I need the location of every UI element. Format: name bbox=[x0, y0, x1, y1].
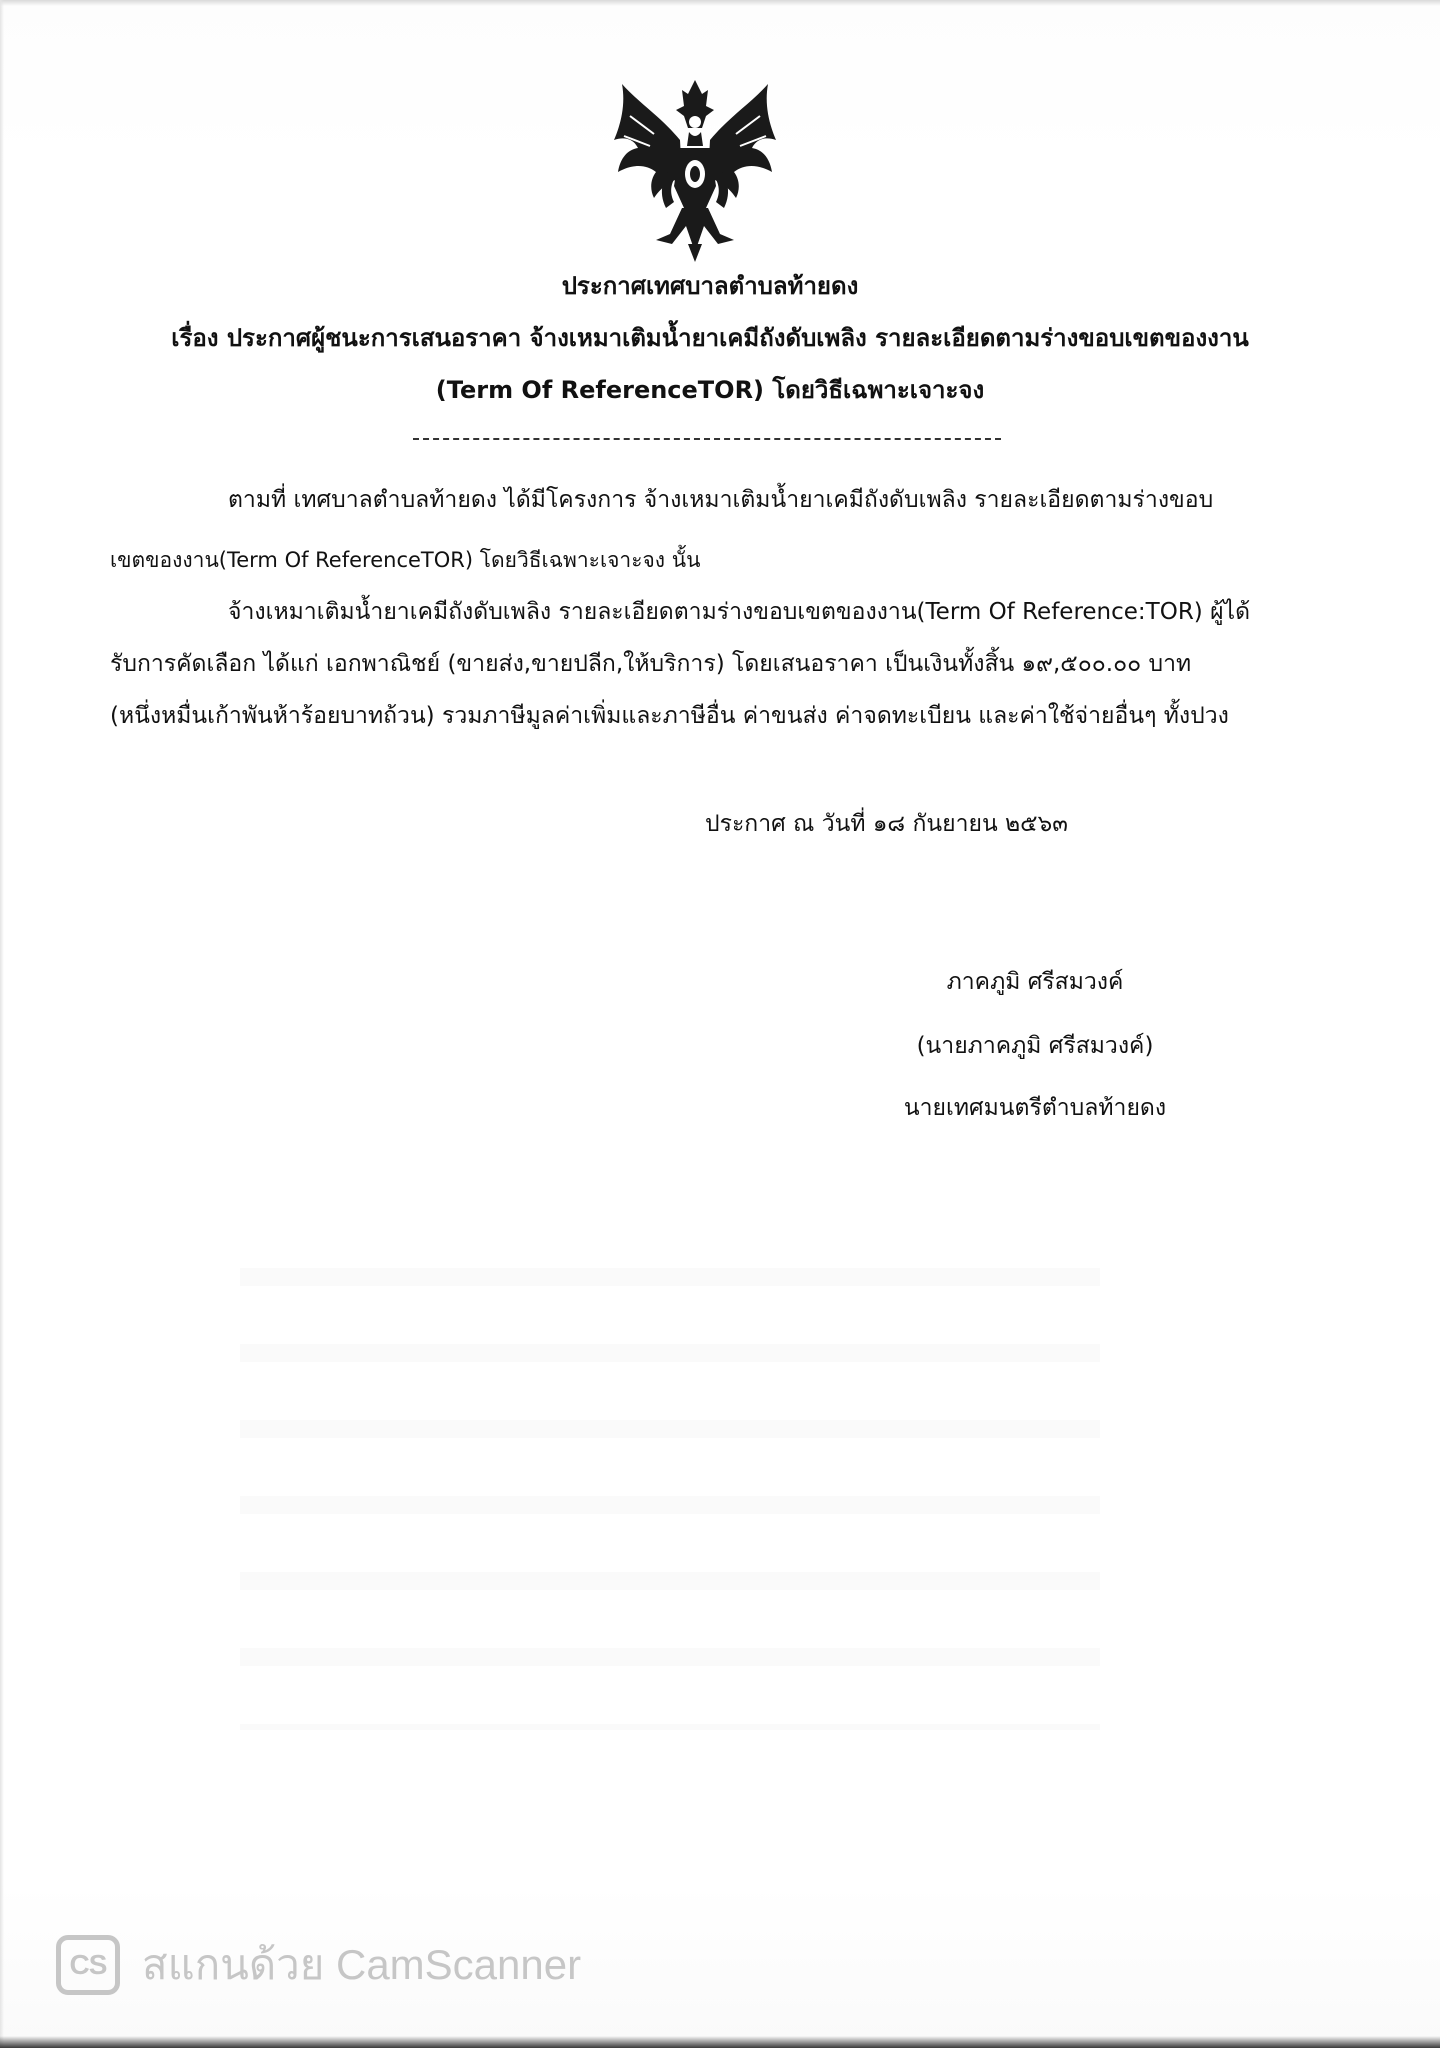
dashed-divider bbox=[413, 438, 1001, 440]
document-title: ประกาศเทศบาลตำบลท้ายดง bbox=[561, 272, 859, 300]
paragraph-1-line-1: ตามที่ เทศบาลตำบลท้ายดง ได้มีโครงการ จ้างเหมาเติมน้ำยาเคมีถังดับเพลิง รายละเอียดตามร่างขอบ bbox=[228, 487, 1214, 513]
announcement-date: ประกาศ ณ วันที่ ๑๘ กันยายน ๒๕๖๓ bbox=[705, 811, 1068, 837]
bleed-through-shadow bbox=[240, 1210, 1100, 1730]
watermark-text: สแกนด้วย CamScanner bbox=[142, 1941, 582, 1988]
paragraph-1-line-2: เขตของงาน(Term Of ReferenceTOR) โดยวิธีเฉพาะเจาะจง นั้น bbox=[110, 548, 701, 572]
garuda-emblem-icon bbox=[610, 76, 780, 262]
signer-position: นายเทศมนตรีตำบลท้ายดง bbox=[903, 1095, 1167, 1121]
scan-bottom-edge bbox=[0, 2036, 1440, 2048]
subject-line-1: เรื่อง ประกาศผู้ชนะการเสนอราคา จ้างเหมาเติมน้ำยาเคมีถังดับเพลิง รายละเอียดตามร่างขอบเขตของงาน bbox=[171, 324, 1249, 352]
scan-left-edge bbox=[0, 0, 4, 2048]
scan-top-edge bbox=[0, 0, 1440, 6]
paragraph-2-line-2: รับการคัดเลือก ได้แก่ เอกพาณิชย์ (ขายส่ง,ขายปลีก,ให้บริการ) โดยเสนอราคา เป็นเงินทั้งสิ้น ๑๙,๕๐๐.๐๐ บาท bbox=[110, 651, 1192, 677]
paragraph-2-line-3: (หนึ่งหมื่นเก้าพันห้าร้อยบาทถ้วน) รวมภาษีมูลค่าเพิ่มและภาษีอื่น ค่าขนส่ง ค่าจดทะเบียน และค่าใช้จ่ายอื่นๆ ทั้งปวง bbox=[110, 703, 1229, 729]
printed-name: (นายภาคภูมิ ศรีสมวงค์) bbox=[916, 1033, 1154, 1059]
subject-line-2: (Term Of ReferenceTOR) โดยวิธีเฉพาะเจาะจง bbox=[435, 376, 985, 404]
paragraph-2-line-1: จ้างเหมาเติมน้ำยาเคมีถังดับเพลิง รายละเอียดตามร่างขอบเขตของงาน(Term Of Reference:TOR) ผู้ได้ bbox=[228, 599, 1251, 625]
camscanner-logo-icon: CS bbox=[56, 1935, 120, 1995]
signature-name: ภาคภูมิ ศรีสมวงค์ bbox=[946, 969, 1124, 995]
camscanner-watermark bbox=[56, 1932, 581, 1998]
